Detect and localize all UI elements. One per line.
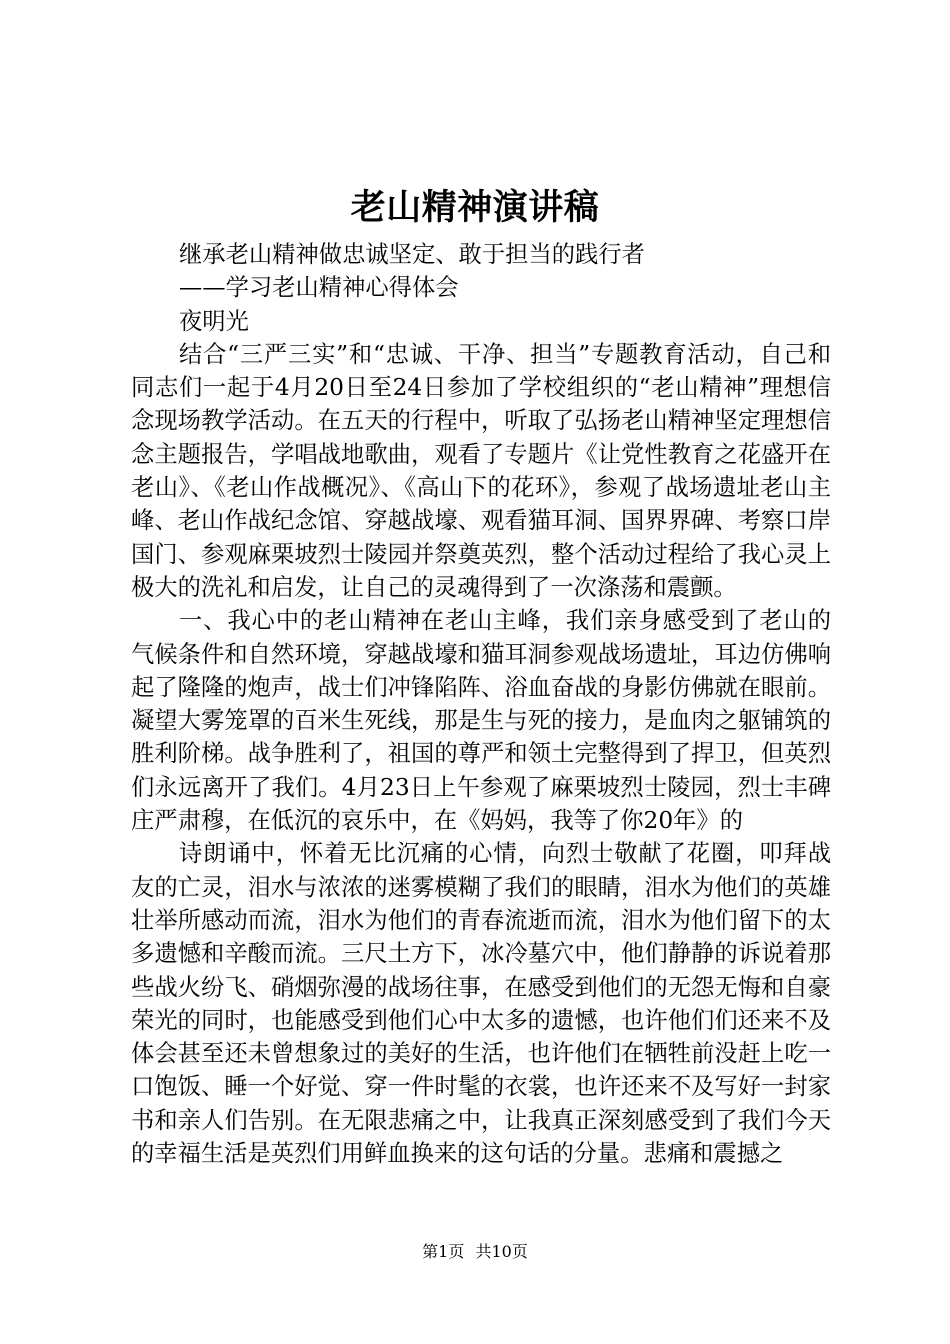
paragraph-3: 诗朗诵中，怀着无比沉痛的心情，向烈士敬献了花圈，叩拜战友的亡灵，泪水与浓浓的迷雾模糊了我们的眼睛，泪水为他们的英雄壮举所感动而流，泪水为他们的青春流逝而流，泪水为他们留下的太多遗憾和辛酸而流。三尺土方下，冰冷墓穴中，他们静静的诉说着那些战火纷飞、硝烟弥漫的战场往事，在感受到他们的无怨无悔和自豪荣光的同时，也能感受到他们心中太多的遗憾，也许他们们还来不及体会甚至还未曾想象过的美好的生活，也许他们在牺牲前没赶上吃一口饱饭、睡一个好觉、穿一件时髦的衣裳，也许还来不及写好一封家书和亲人们告别。在无限悲痛之中，让我真正深刻感受到了我们今天的幸福生活是英烈们用鲜血换来的这句话的分量。悲痛和震撼之 xyxy=(131,840,831,1168)
author-name: 夜明光 xyxy=(179,307,249,335)
page-total: 共10页 xyxy=(475,1242,528,1261)
page-number: 第1页 xyxy=(422,1242,465,1261)
paragraph-2: 一、我心中的老山精神在老山主峰，我们亲身感受到了老山的气候条件和自然环境，穿越战壕和猫耳洞参观战场遗址，耳边仿佛响起了隆隆的炮声，战士们冲锋陷阵、浴血奋战的身影仿佛就在眼前。凝望大雾笼罩的百米生死线，那是生与死的接力，是血肉之躯铺筑的胜利阶梯。战争胜利了，祖国的尊严和领土完整得到了捍卫，但英烈们永远离开了我们。4月23日上午参观了麻栗坡烈士陵园，烈士丰碑庄严肃穆，在低沉的哀乐中，在《妈妈，我等了你20年》的 xyxy=(131,607,831,835)
page-footer xyxy=(0,1241,950,1263)
document-title: 老山精神演讲稿 xyxy=(350,188,600,228)
paragraph-1: 结合“三严三实”和“忠诚、干净、担当”专题教育活动，自己和同志们一起于4月20日至24日参加了学校组织的“老山精神”理想信念现场教学活动。在五天的行程中，听取了弘扬老山精神坚定理想信念主题报告，学唱战地歌曲，观看了专题片《让党性教育之花盛开在老山》、《老山作战概况》、《高山下的花环》，参观了战场遗址老山主峰、老山作战纪念馆、穿越战壕、观看猫耳洞、国界界碑、考察口岸国门、参观麻栗坡烈士陵园并祭奠英烈，整个活动过程给了我心灵上极大的洗礼和启发，让自己的灵魂得到了一次涤荡和震颤。 xyxy=(131,340,831,601)
subtitle-line-1: 继承老山精神做忠诚坚定、敢于担当的践行者 xyxy=(179,241,645,268)
subtitle-line-2: ——学习老山精神心得体会 xyxy=(179,274,459,302)
document-body xyxy=(131,238,831,1170)
